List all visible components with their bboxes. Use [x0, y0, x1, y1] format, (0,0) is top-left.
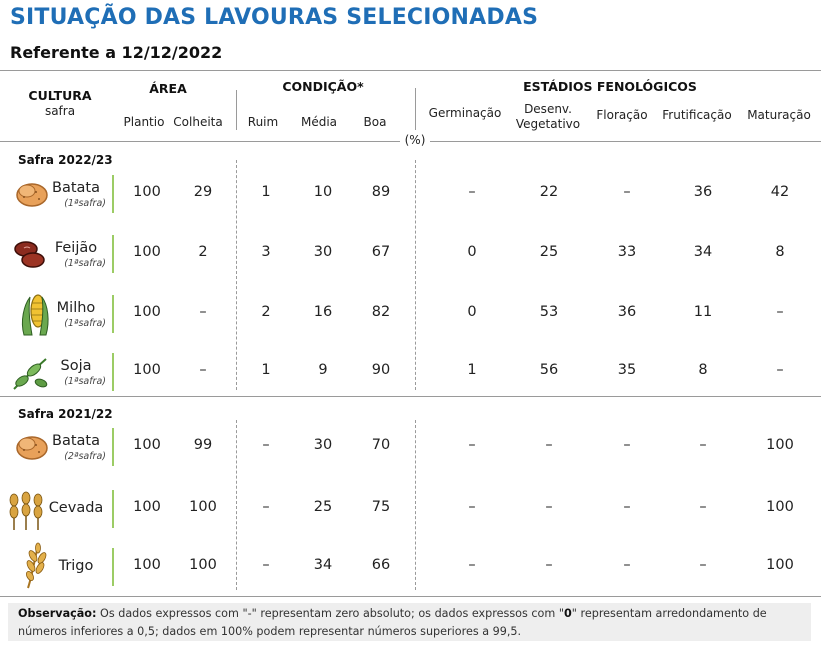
- cell-colheita: 2: [198, 244, 208, 260]
- cell-ruim: 1: [261, 362, 271, 378]
- cell-media: 9: [318, 362, 328, 378]
- bean-icon: [12, 237, 48, 275]
- cell-ruim: 3: [261, 244, 271, 260]
- crop-name: Batata: [52, 180, 100, 196]
- crop-name: Milho: [56, 300, 96, 316]
- observation-text-1: Os dados expressos com "-" representam zero absoluto; os dados expressos com ": [96, 607, 564, 620]
- row-accent-bar: [112, 235, 114, 273]
- cell-germinacao: –: [468, 184, 476, 200]
- cell-plantio: 100: [133, 362, 161, 378]
- cell-floracao: 35: [617, 362, 637, 378]
- row-accent-bar: [112, 295, 114, 333]
- cell-plantio: 100: [133, 184, 161, 200]
- header-cultura: CULTURA: [28, 88, 92, 103]
- header-top-rule: [0, 70, 821, 71]
- cell-media: 25: [313, 499, 333, 515]
- crop-name: Cevada: [48, 500, 104, 516]
- header-boa: Boa: [363, 115, 387, 129]
- cell-media: 34: [313, 557, 333, 573]
- cell-germinacao: –: [468, 557, 476, 573]
- crop-safra: (1ªsafra): [64, 318, 106, 329]
- cell-floracao: 36: [617, 304, 637, 320]
- cell-colheita: –: [199, 304, 207, 320]
- cell-floracao: –: [623, 184, 631, 200]
- cell-ruim: –: [262, 437, 270, 453]
- cell-plantio: 100: [133, 499, 161, 515]
- cell-germinacao: 0: [467, 244, 477, 260]
- header-safra: safra: [44, 104, 76, 118]
- cell-colheita: 100: [189, 499, 217, 515]
- observation-note: [8, 603, 811, 641]
- header-germinacao: Germinação: [428, 106, 502, 120]
- header-area: ÁREA: [149, 81, 187, 96]
- header-separator: [415, 88, 416, 130]
- barley-icon: [6, 488, 46, 536]
- header-colheita: Colheita: [173, 115, 223, 129]
- crop-name: Feijão: [54, 240, 98, 256]
- table-bottom-rule: [0, 596, 821, 597]
- cell-germinacao: –: [468, 499, 476, 515]
- cell-boa: 90: [371, 362, 391, 378]
- crop-safra: (1ªsafra): [64, 258, 106, 269]
- cell-desenv-vegetativo: –: [545, 437, 553, 453]
- cell-boa: 66: [371, 557, 391, 573]
- cell-colheita: –: [199, 362, 207, 378]
- header-desenv: Desenv.: [524, 102, 572, 116]
- cell-ruim: –: [262, 499, 270, 515]
- header-vegetativo: Vegetativo: [515, 117, 581, 131]
- observation-zero: 0: [563, 607, 572, 620]
- cell-maturacao: –: [776, 362, 784, 378]
- corn-icon: [18, 291, 52, 341]
- observation-label: Observação:: [18, 607, 97, 620]
- cell-ruim: –: [262, 557, 270, 573]
- crop-safra: (1ªsafra): [64, 198, 106, 209]
- cell-maturacao: 42: [770, 184, 790, 200]
- header-estadios: ESTÁDIOS FENOLÓGICOS: [523, 79, 697, 94]
- header-maturacao: Maturação: [747, 108, 811, 122]
- cell-germinacao: –: [468, 437, 476, 453]
- cell-frutificacao: 11: [693, 304, 713, 320]
- cell-plantio: 100: [133, 437, 161, 453]
- crop-name: Soja: [60, 358, 92, 374]
- cell-plantio: 100: [133, 244, 161, 260]
- column-separator: [415, 160, 416, 390]
- column-separator: [236, 420, 237, 590]
- cell-media: 10: [313, 184, 333, 200]
- crop-safra: (1ªsafra): [64, 376, 106, 387]
- cell-media: 30: [313, 244, 333, 260]
- cell-floracao: 33: [617, 244, 637, 260]
- observation-text-2: " representam arredondamento de números inferiores a 0,5; dados em 100% podem representar números superiores a 99,5.: [18, 607, 767, 638]
- cell-desenv-vegetativo: –: [545, 499, 553, 515]
- cell-maturacao: –: [776, 304, 784, 320]
- section-rule: [0, 396, 821, 397]
- header-ruim: Ruim: [247, 115, 279, 129]
- cell-frutificacao: 36: [693, 184, 713, 200]
- cell-floracao: –: [623, 557, 631, 573]
- cell-germinacao: 0: [467, 304, 477, 320]
- cell-frutificacao: –: [699, 499, 707, 515]
- cell-maturacao: 100: [766, 499, 794, 515]
- cell-plantio: 100: [133, 304, 161, 320]
- cell-boa: 75: [371, 499, 391, 515]
- cell-frutificacao: –: [699, 437, 707, 453]
- cell-desenv-vegetativo: 25: [539, 244, 559, 260]
- cell-media: 30: [313, 437, 333, 453]
- row-accent-bar: [112, 428, 114, 466]
- cell-colheita: 100: [189, 557, 217, 573]
- section-label: Safra 2022/23: [18, 153, 113, 167]
- crop-name: Trigo: [58, 558, 94, 574]
- unit-label: (%): [400, 133, 430, 147]
- section-label: Safra 2021/22: [18, 407, 113, 421]
- cell-frutificacao: 34: [693, 244, 713, 260]
- cell-floracao: –: [623, 499, 631, 515]
- cell-ruim: 1: [261, 184, 271, 200]
- page-title: SITUAÇÃO DAS LAVOURAS SELECIONADAS: [10, 5, 539, 30]
- column-separator: [236, 160, 237, 390]
- cell-frutificacao: 8: [698, 362, 708, 378]
- cell-germinacao: 1: [467, 362, 477, 378]
- cell-maturacao: 100: [766, 557, 794, 573]
- page-subtitle: Referente a 12/12/2022: [10, 43, 223, 62]
- header-floracao: Floração: [596, 108, 648, 122]
- cell-boa: 67: [371, 244, 391, 260]
- header-plantio: Plantio: [123, 115, 165, 129]
- row-accent-bar: [112, 490, 114, 528]
- crop-name: Batata: [52, 433, 100, 449]
- cell-maturacao: 8: [775, 244, 785, 260]
- cell-media: 16: [313, 304, 333, 320]
- row-accent-bar: [112, 353, 114, 391]
- cell-maturacao: 100: [766, 437, 794, 453]
- cell-colheita: 29: [193, 184, 213, 200]
- cell-desenv-vegetativo: 56: [539, 362, 559, 378]
- row-accent-bar: [112, 175, 114, 213]
- cell-plantio: 100: [133, 557, 161, 573]
- header-media: Média: [300, 115, 338, 129]
- cell-boa: 70: [371, 437, 391, 453]
- cell-floracao: –: [623, 437, 631, 453]
- header-condicao: CONDIÇÃO*: [282, 79, 364, 94]
- cell-boa: 82: [371, 304, 391, 320]
- cell-desenv-vegetativo: 22: [539, 184, 559, 200]
- cell-frutificacao: –: [699, 557, 707, 573]
- column-separator: [415, 420, 416, 590]
- cell-boa: 89: [371, 184, 391, 200]
- cell-desenv-vegetativo: –: [545, 557, 553, 573]
- cell-colheita: 99: [193, 437, 213, 453]
- cell-desenv-vegetativo: 53: [539, 304, 559, 320]
- cell-ruim: 2: [261, 304, 271, 320]
- header-separator: [236, 90, 237, 130]
- header-frutificacao: Frutificação: [662, 108, 732, 122]
- row-accent-bar: [112, 548, 114, 586]
- crop-safra: (2ªsafra): [64, 451, 106, 462]
